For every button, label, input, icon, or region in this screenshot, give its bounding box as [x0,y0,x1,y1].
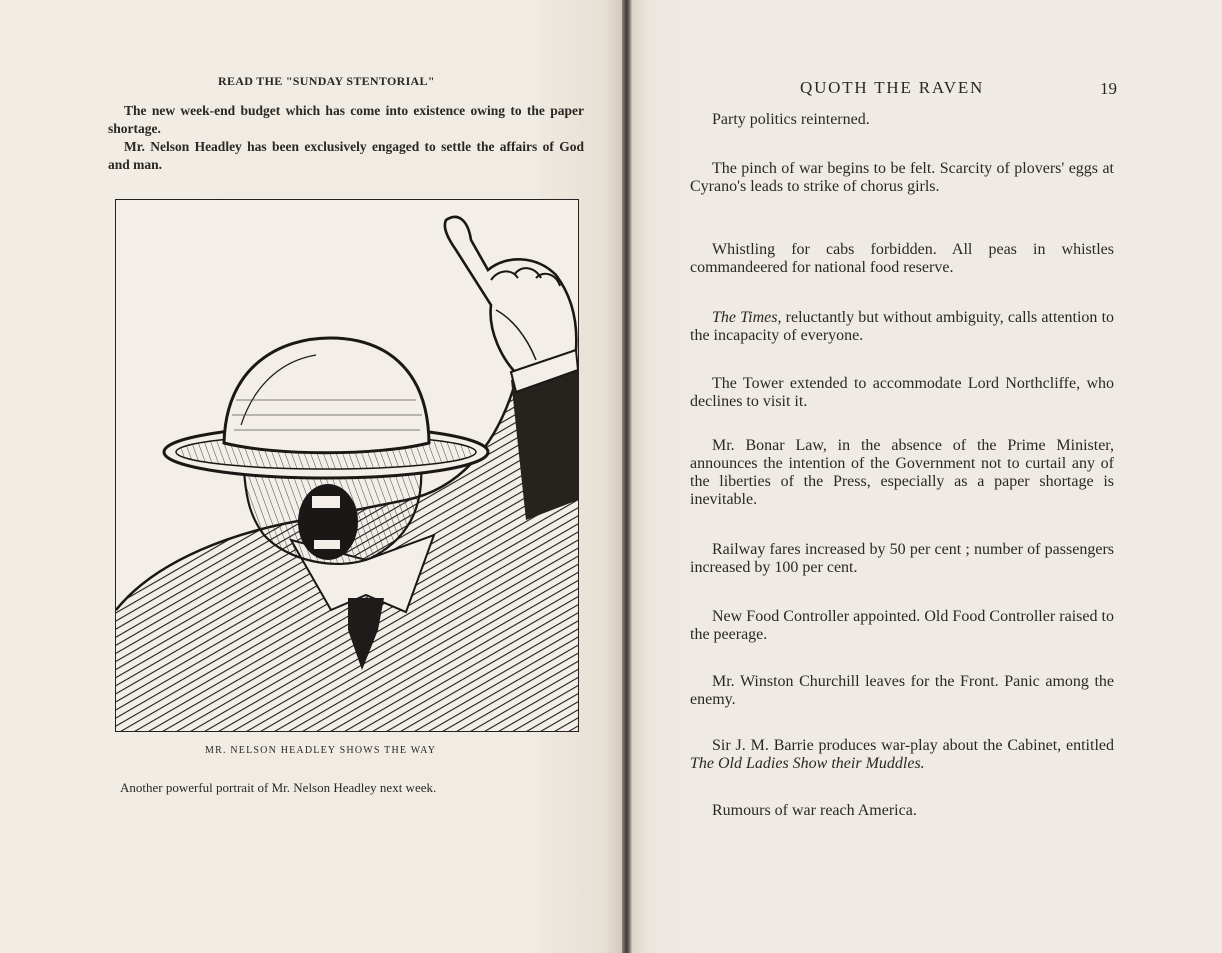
times-title: The Times, [712,309,782,326]
entry-party-politics: Party politics reinterned. [712,111,870,128]
entry-the-tower: The Tower extended to accommodate Lord Northcliffe, who declines to visit it. [690,375,1114,410]
illustration-caption: MR. NELSON HEADLEY SHOWS THE WAY [205,745,437,756]
entry-churchill: Mr. Winston Churchill leaves for the Front. Panic among the enemy. [690,673,1114,708]
entry-food-controller: New Food Controller appointed. Old Food Controller raised to the peerage. [690,608,1114,643]
right-running-head: QUOTH THE RAVEN [800,78,985,97]
next-week-notice: Another powerful portrait of Mr. Nelson Headley next week. [120,780,437,795]
page-number: 19 [1100,79,1117,98]
book-gutter [622,0,632,953]
left-body-text [108,102,584,174]
play-title: The Old Ladies Show their Muddles. [690,755,925,772]
left-running-head: READ THE "SUNDAY STENTORIAL" [218,74,435,88]
paragraph-budget: The new week-end budget which has come into existence owing to the paper shortage. [108,103,584,136]
entry-railway-fares: Railway fares increased by 50 per cent ; number of passengers increased by 100 per cent. [690,541,1114,576]
paragraph-headley: Mr. Nelson Headley has been exclusively engaged to settle the affairs of God and man. [108,139,584,172]
entry-barrie: Sir J. M. Barrie produces war-play about the Cabinet, entitled The Old Ladies Show their Muddles. [690,737,1114,772]
entry-whistling: Whistling for cabs forbidden. All peas in whistles commandeered for national food reserve. [690,241,1114,276]
entry-pinch-of-war: The pinch of war begins to be felt. Scarcity of plovers' eggs at Cyrano's leads to strike of chorus girls. [690,160,1114,195]
entry-bonar-law: Mr. Bonar Law, in the absence of the Prime Minister, announces the intention of the Government not to curtail any of the liberties of the Press, especially as a paper shortage is inevitable. [690,437,1114,508]
illustration-headley [115,199,579,732]
caricature-drawing [116,200,578,731]
entry-the-times: The Times, reluctantly but without ambiguity, calls attention to the incapacity of everyone. [690,309,1115,344]
entry-rumours: Rumours of war reach America. [712,802,917,819]
